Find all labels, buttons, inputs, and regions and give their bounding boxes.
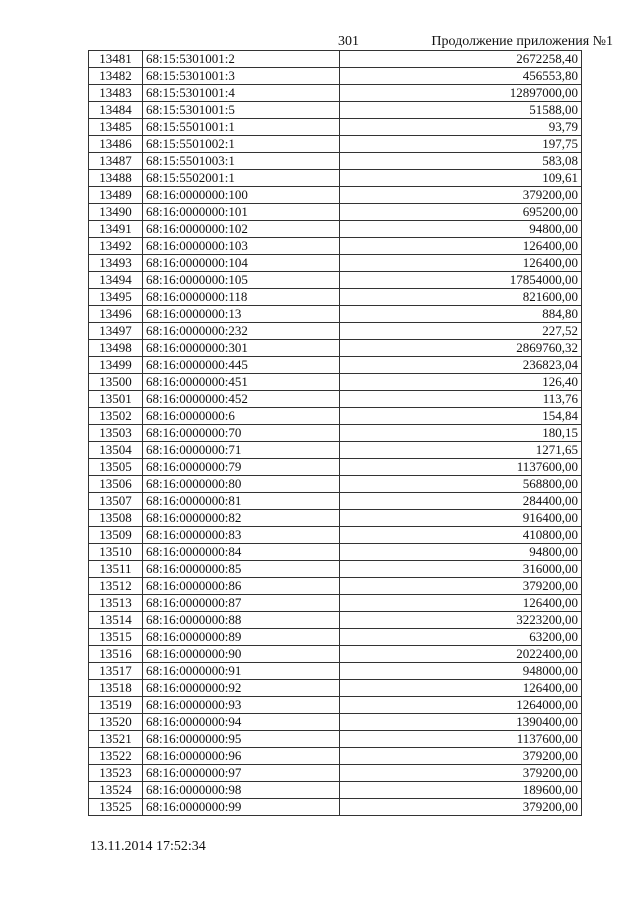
table-row [89,578,582,595]
amount-value: 113,76 [340,391,582,408]
cadastral-number: 68:16:0000000:104 [143,255,340,272]
amount-value: 821600,00 [340,289,582,306]
cadastral-number: 68:16:0000000:81 [143,493,340,510]
cadastral-number: 68:16:0000000:82 [143,510,340,527]
table-row [89,799,582,816]
cadastral-number: 68:16:0000000:92 [143,680,340,697]
amount-value: 284400,00 [340,493,582,510]
row-number: 13511 [89,561,143,578]
cadastral-number: 68:16:0000000:232 [143,323,340,340]
row-number: 13493 [89,255,143,272]
table-row [89,476,582,493]
register-table-body [89,51,582,816]
cadastral-number: 68:16:0000000:87 [143,595,340,612]
row-number: 13494 [89,272,143,289]
table-row [89,255,582,272]
row-number: 13519 [89,697,143,714]
amount-value: 126400,00 [340,595,582,612]
table-row [89,187,582,204]
cadastral-number: 68:16:0000000:98 [143,782,340,799]
cadastral-number: 68:16:0000000:83 [143,527,340,544]
cadastral-number: 68:16:0000000:103 [143,238,340,255]
amount-value: 1137600,00 [340,459,582,476]
amount-value: 63200,00 [340,629,582,646]
row-number: 13522 [89,748,143,765]
amount-value: 126400,00 [340,238,582,255]
cadastral-number: 68:15:5301001:3 [143,68,340,85]
cadastral-number: 68:16:0000000:71 [143,442,340,459]
table-row [89,374,582,391]
cadastral-number: 68:16:0000000:89 [143,629,340,646]
cadastral-number: 68:16:0000000:99 [143,799,340,816]
table-row [89,340,582,357]
cadastral-number: 68:16:0000000:94 [143,714,340,731]
table-row [89,493,582,510]
row-number: 13502 [89,408,143,425]
table-row [89,459,582,476]
table-row [89,425,582,442]
cadastral-number: 68:15:5301001:5 [143,102,340,119]
amount-value: 379200,00 [340,765,582,782]
cadastral-number: 68:16:0000000:445 [143,357,340,374]
row-number: 13520 [89,714,143,731]
row-number: 13485 [89,119,143,136]
amount-value: 1264000,00 [340,697,582,714]
cadastral-number: 68:16:0000000:102 [143,221,340,238]
table-row [89,782,582,799]
row-number: 13525 [89,799,143,816]
cadastral-number: 68:16:0000000:96 [143,748,340,765]
table-row [89,85,582,102]
table-row [89,289,582,306]
amount-value: 884,80 [340,306,582,323]
amount-value: 189600,00 [340,782,582,799]
row-number: 13496 [89,306,143,323]
table-row [89,510,582,527]
row-number: 13486 [89,136,143,153]
amount-value: 94800,00 [340,221,582,238]
amount-value: 154,84 [340,408,582,425]
amount-value: 1390400,00 [340,714,582,731]
table-row [89,170,582,187]
table-row [89,238,582,255]
amount-value: 695200,00 [340,204,582,221]
row-number: 13513 [89,595,143,612]
row-number: 13506 [89,476,143,493]
cadastral-number: 68:16:0000000:93 [143,697,340,714]
cadastral-number: 68:16:0000000:452 [143,391,340,408]
cadastral-number: 68:16:0000000:70 [143,425,340,442]
table-row [89,102,582,119]
cadastral-number: 68:16:0000000:301 [143,340,340,357]
row-number: 13514 [89,612,143,629]
amount-value: 916400,00 [340,510,582,527]
cadastral-number: 68:16:0000000:118 [143,289,340,306]
amount-value: 379200,00 [340,187,582,204]
table-row [89,748,582,765]
amount-value: 379200,00 [340,578,582,595]
table-row [89,204,582,221]
table-row [89,306,582,323]
register-table [88,50,582,816]
cadastral-number: 68:16:0000000:101 [143,204,340,221]
row-number: 13483 [89,85,143,102]
amount-value: 583,08 [340,153,582,170]
row-number: 13481 [89,51,143,68]
row-number: 13510 [89,544,143,561]
amount-value: 1271,65 [340,442,582,459]
table-row [89,765,582,782]
cadastral-number: 68:16:0000000:13 [143,306,340,323]
amount-value: 126,40 [340,374,582,391]
table-row [89,442,582,459]
row-number: 13507 [89,493,143,510]
cadastral-number: 68:16:0000000:6 [143,408,340,425]
row-number: 13504 [89,442,143,459]
table-row [89,68,582,85]
row-number: 13517 [89,663,143,680]
cadastral-number: 68:16:0000000:91 [143,663,340,680]
table-row [89,595,582,612]
row-number: 13505 [89,459,143,476]
cadastral-number: 68:16:0000000:80 [143,476,340,493]
cadastral-number: 68:16:0000000:105 [143,272,340,289]
row-number: 13518 [89,680,143,697]
table-row [89,408,582,425]
amount-value: 2869760,32 [340,340,582,357]
row-number: 13509 [89,527,143,544]
table-row [89,357,582,374]
table-row [89,51,582,68]
amount-value: 2022400,00 [340,646,582,663]
row-number: 13521 [89,731,143,748]
amount-value: 456553,80 [340,68,582,85]
row-number: 13497 [89,323,143,340]
row-number: 13501 [89,391,143,408]
row-number: 13491 [89,221,143,238]
table-row [89,272,582,289]
cadastral-number: 68:16:0000000:451 [143,374,340,391]
cadastral-number: 68:15:5301001:2 [143,51,340,68]
row-number: 13500 [89,374,143,391]
row-number: 13492 [89,238,143,255]
amount-value: 126400,00 [340,255,582,272]
row-number: 13487 [89,153,143,170]
table-row [89,153,582,170]
cadastral-number: 68:15:5502001:1 [143,170,340,187]
row-number: 13488 [89,170,143,187]
row-number: 13498 [89,340,143,357]
row-number: 13524 [89,782,143,799]
amount-value: 568800,00 [340,476,582,493]
table-row [89,629,582,646]
amount-value: 948000,00 [340,663,582,680]
row-number: 13489 [89,187,143,204]
table-row [89,680,582,697]
amount-value: 1137600,00 [340,731,582,748]
page-number: 301 [338,34,359,49]
cadastral-number: 68:16:0000000:97 [143,765,340,782]
cadastral-number: 68:16:0000000:85 [143,561,340,578]
cadastral-number: 68:16:0000000:86 [143,578,340,595]
row-number: 13499 [89,357,143,374]
footer-timestamp: 13.11.2014 17:52:34 [90,839,206,854]
table-row [89,136,582,153]
amount-value: 2672258,40 [340,51,582,68]
amount-value: 94800,00 [340,544,582,561]
cadastral-number: 68:16:0000000:84 [143,544,340,561]
amount-value: 236823,04 [340,357,582,374]
row-number: 13515 [89,629,143,646]
row-number: 13512 [89,578,143,595]
row-number: 13516 [89,646,143,663]
row-number: 13523 [89,765,143,782]
table-row [89,391,582,408]
row-number: 13508 [89,510,143,527]
table-row [89,561,582,578]
table-row [89,323,582,340]
amount-value: 180,15 [340,425,582,442]
cadastral-number: 68:16:0000000:95 [143,731,340,748]
cadastral-number: 68:15:5501002:1 [143,136,340,153]
page-header-title: Продолжение приложения №1 [431,34,613,49]
amount-value: 3223200,00 [340,612,582,629]
table-row [89,646,582,663]
amount-value: 227,52 [340,323,582,340]
cadastral-number: 68:15:5501001:1 [143,119,340,136]
table-row [89,731,582,748]
cadastral-number: 68:16:0000000:90 [143,646,340,663]
table-row [89,544,582,561]
table-row [89,714,582,731]
amount-value: 197,75 [340,136,582,153]
row-number: 13503 [89,425,143,442]
amount-value: 93,79 [340,119,582,136]
table-row [89,697,582,714]
row-number: 13484 [89,102,143,119]
table-row [89,527,582,544]
row-number: 13482 [89,68,143,85]
cadastral-number: 68:15:5301001:4 [143,85,340,102]
cadastral-number: 68:16:0000000:88 [143,612,340,629]
table-row [89,221,582,238]
amount-value: 379200,00 [340,799,582,816]
table-row [89,612,582,629]
cadastral-number: 68:15:5501003:1 [143,153,340,170]
table-row [89,663,582,680]
row-number: 13495 [89,289,143,306]
row-number: 13490 [89,204,143,221]
amount-value: 17854000,00 [340,272,582,289]
amount-value: 126400,00 [340,680,582,697]
amount-value: 410800,00 [340,527,582,544]
amount-value: 316000,00 [340,561,582,578]
table-row [89,119,582,136]
amount-value: 379200,00 [340,748,582,765]
cadastral-number: 68:16:0000000:79 [143,459,340,476]
amount-value: 12897000,00 [340,85,582,102]
amount-value: 109,61 [340,170,582,187]
amount-value: 51588,00 [340,102,582,119]
cadastral-number: 68:16:0000000:100 [143,187,340,204]
